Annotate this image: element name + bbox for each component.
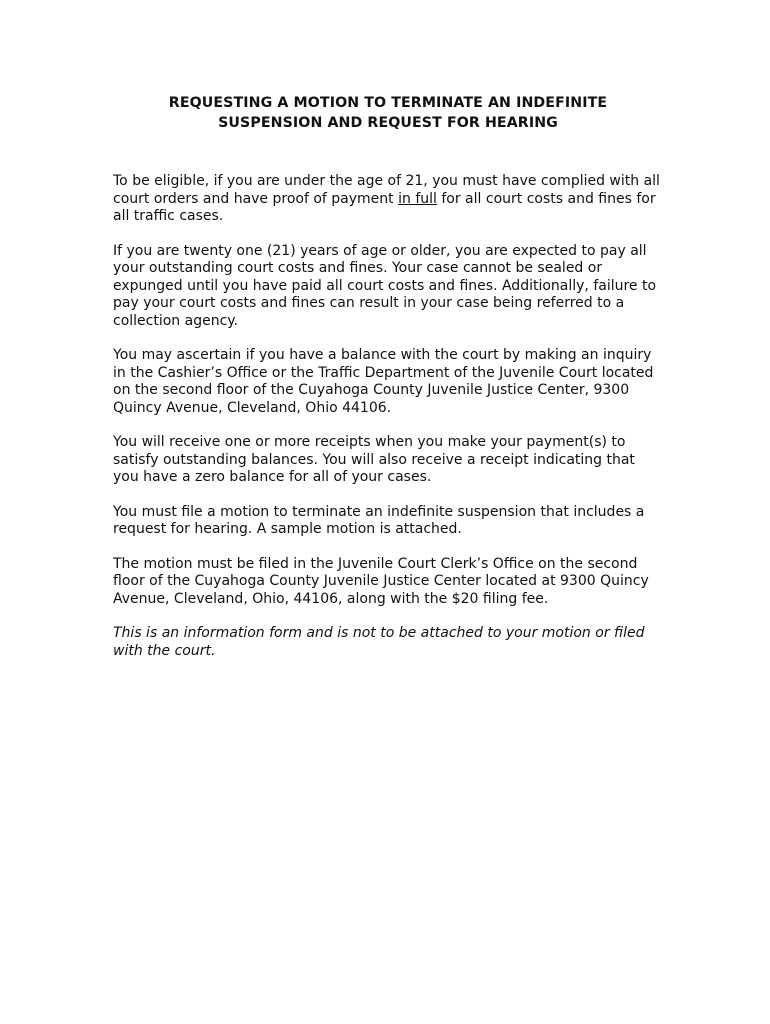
paragraph-line: with the court. (113, 642, 216, 659)
paragraph-line: Quincy Avenue, Cleveland, Ohio 44106. (113, 399, 392, 416)
paragraph-line: floor of the Cuyahoga County Juvenile Justice Center located at 9300 Quincy (113, 573, 649, 589)
paragraph-line: You will receive one or more receipts when you make your payment(s) to (113, 434, 626, 450)
balance-inquiry-paragraph (113, 347, 663, 417)
title-line: SUSPENSION AND REQUEST FOR HEARING (218, 115, 558, 131)
paragraph-line: on the second floor of the Cuyahoga County Juvenile Justice Center, 9300 (113, 382, 630, 398)
information-note (113, 625, 663, 660)
paragraph-line: If you are twenty one (21) years of age or older, you are expected to pay all (113, 242, 647, 259)
eligibility-paragraph (113, 173, 663, 226)
motion-paragraph (113, 504, 663, 539)
underlined-text: in full (398, 190, 437, 207)
paragraph-line: you have a zero balance for all of your cases. (113, 469, 432, 485)
paragraph-line: collection agency. (113, 312, 239, 329)
paragraph-line: You may ascertain if you have a balance with the court by making an inquiry (113, 347, 652, 363)
receipts-paragraph (113, 434, 663, 487)
document-title (113, 93, 663, 133)
paragraph-line: request for hearing. A sample motion is attached. (113, 521, 462, 537)
text-fragment: court orders and have proof of payment (113, 190, 399, 207)
paragraph-line: your outstanding court costs and fines. Your case cannot be sealed or (113, 260, 603, 276)
paragraph-line (113, 191, 663, 209)
paragraph-line: expunged until you have paid all court costs and fines. Additionally, failure to (113, 277, 657, 294)
paragraph-line: all traffic cases. (113, 208, 224, 224)
text-fragment: for all court costs and fines for (436, 190, 656, 207)
paragraph-line: This is an information form and is not to be attached to your motion or filed (113, 625, 645, 641)
paragraph-line: You must file a motion to terminate an indefinite suspension that includes a (113, 503, 645, 520)
paragraph-line: To be eligible, if you are under the age of 21, you must have complied with all (113, 173, 660, 189)
paragraph-line: Avenue, Cleveland, Ohio, 44106, along with the $20 filing fee. (113, 590, 549, 607)
paragraph-line: satisfy outstanding balances. You will also receive a receipt indicating that (113, 451, 635, 468)
adult-payment-paragraph (113, 243, 663, 331)
paragraph-line: in the Cashier’s Office or the Traffic Department of the Juvenile Court located (113, 364, 654, 381)
document-page (113, 93, 663, 677)
paragraph-line: The motion must be filed in the Juvenile Court Clerk’s Office on the second (113, 555, 638, 572)
title-line: REQUESTING A MOTION TO TERMINATE AN INDEFINITE (168, 95, 608, 111)
paragraph-line: pay your court costs and fines can result in your case being referred to a (113, 295, 625, 311)
filing-paragraph (113, 556, 663, 609)
